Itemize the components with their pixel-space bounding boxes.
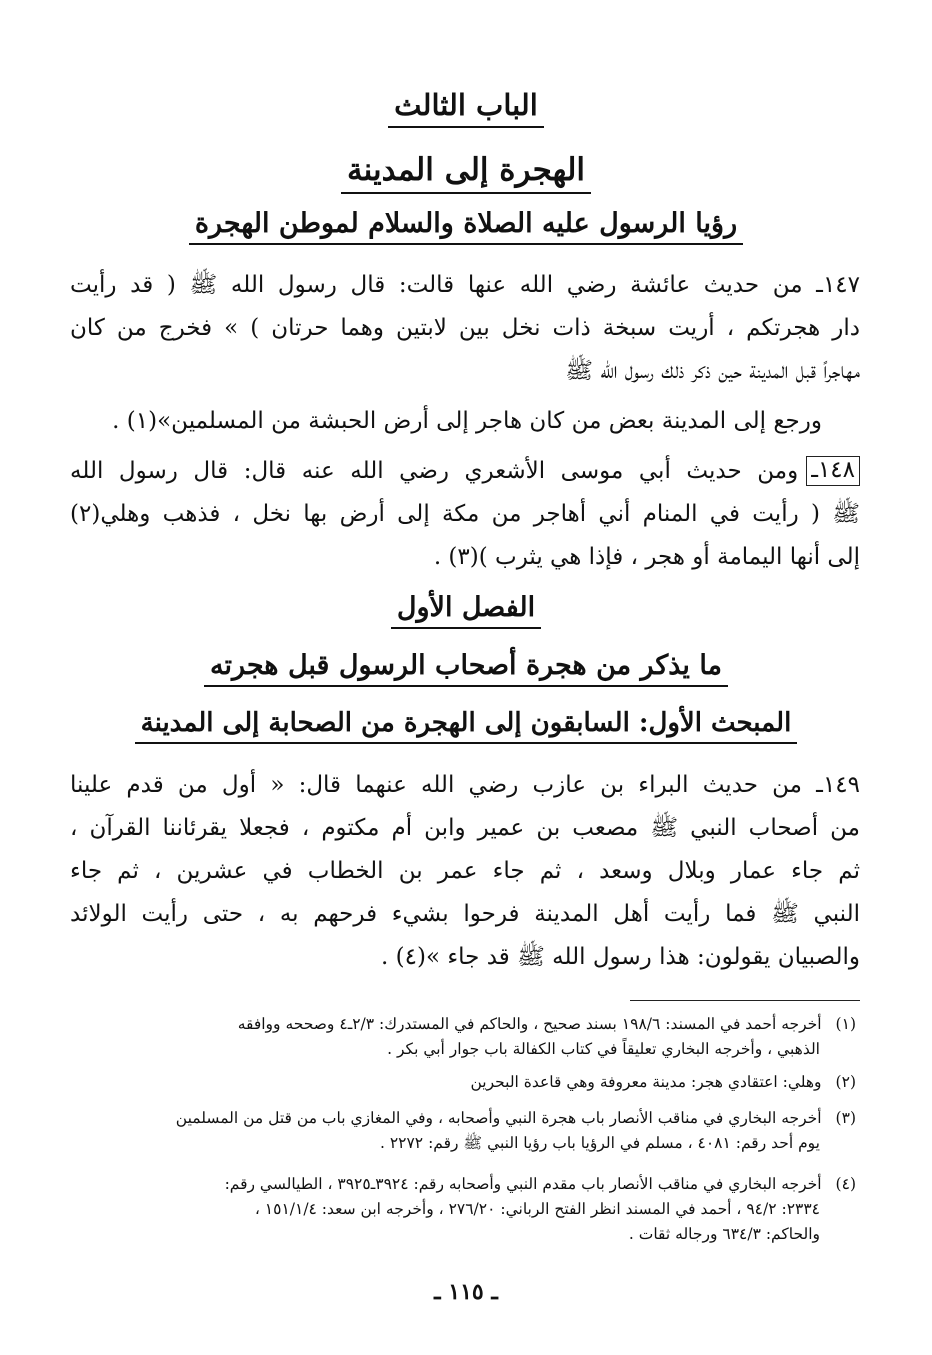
hadith-149-line-4: النبي ﷺ فما رأيت أهل المدينة فرحوا بشيء فرحهم به ، حتى رأيت الولائد: [70, 901, 860, 927]
hadith-148-line-2: ﷺ ( رأيت في المنام أني أهاجر من مكة إلى أرض بها نخل ، فذهب وهلي(٢): [70, 501, 860, 527]
chapter-title-text: الهجرة إلى المدينة: [341, 152, 591, 194]
section-title: [0, 650, 932, 687]
hadith-149-line-5: والصبيان يقولون: هذا رسول الله ﷺ قد جاء »(٤) .: [381, 944, 860, 970]
hadith-147-line-2: دار هجرتكم ، أريت سبخة ذات نخل بين لابتين وهما حرتان ) » فخرج من كان: [70, 315, 860, 341]
hadith-148-line-1: [70, 456, 860, 486]
footnote-4: [56, 1172, 856, 1247]
footnote-4-line-1: أخرجه البخاري في مناقب الأنصار باب مقدم النبي وأصحابه رقم: ٣٩٢٤ـ٣٩٢٥ ، الطيالسي رقم:: [224, 1175, 822, 1193]
chapter-heading: [0, 88, 932, 128]
footnote-divider: [630, 1000, 860, 1001]
section-heading: [0, 592, 932, 629]
hadith-147-line-1: ١٤٧ـ من حديث عائشة رضي الله عنها قالت: قال رسول الله ﷺ ( قد رأيت: [70, 272, 860, 298]
hadith-149-line-3: ثم جاء عمار وبلال وسعد ، ثم جاء عمر بن الخطاب في عشرين ، ثم جاء: [70, 858, 860, 884]
hadith-148-line-1-text: ومن حديث أبي موسى الأشعري رضي الله عنه قال: قال رسول الله: [70, 458, 799, 484]
chapter-subtitle-text: رؤيا الرسول عليه الصلاة والسلام لموطن الهجرة: [189, 208, 743, 245]
footnote-4-line-3: والحاكم: ٦٣٤/٣ ورجاله ثقات .: [628, 1225, 820, 1243]
section-title-text: ما يذكر من هجرة أصحاب الرسول قبل هجرته: [204, 650, 728, 687]
footnote-2-line-1: وهلي: اعتقادي هجر: مدينة معروفة وهي قاعدة البحرين: [470, 1073, 822, 1091]
chapter-heading-text: الباب الثالث: [388, 88, 544, 128]
footnote-3-line-1: أخرجه البخاري في مناقب الأنصار باب هجرة النبي وأصحابه ، وفي المغازي باب من قتل من المسلمين: [175, 1109, 822, 1127]
topic-heading: [0, 708, 932, 744]
footnote-2-number: (٢): [835, 1073, 856, 1091]
footnote-4-line-2: ٢٣٣٤: ٩٤/٢ ، أحمد في المسند انظر الفتح الرباني: ٢٧٦/٢٠ ، وأخرجه ابن سعد: ١٥١/١/٤ ،: [254, 1200, 820, 1218]
footnote-1-number: (١): [835, 1015, 856, 1033]
chapter-subtitle: [0, 208, 932, 245]
hadith-149-line-1: ١٤٩ـ من حديث البراء بن عازب رضي الله عنهما قال: « أول من قدم علينا: [70, 772, 860, 798]
hadith-148-line-3: إلى أنها اليمامة أو هجر ، فإذا هي يثرب )(٣) .: [433, 544, 860, 570]
section-heading-text: الفصل الأول: [391, 592, 541, 629]
footnote-3-number: (٣): [835, 1109, 856, 1127]
chapter-title: [0, 152, 932, 194]
hadith-147-line-3: مهاجراً قبل المدينة حين ذكر ذلك رسول الله ﷺ: [565, 358, 860, 384]
footnote-3: [56, 1106, 856, 1156]
page-number: ـ ١١٥ ـ: [434, 1279, 498, 1305]
hadith-149-line-2: من أصحاب النبي ﷺ مصعب بن عمير وابن أم مكتوم ، فجعلا يقرئاننا القرآن ،: [70, 815, 860, 841]
hadith-147-note: ورجع إلى المدينة بعض من كان هاجر إلى أرض الحبشة من المسلمين»(١) .: [112, 408, 822, 434]
footnote-1-line-1: أخرجه أحمد في المسند: ١٩٨/٦ بسند صحيح ، والحاكم في المستدرك: ٢/٣ـ٤ وصححه ووافقه: [237, 1015, 822, 1033]
hadith-148-number: ١٤٨ـ: [806, 456, 860, 486]
footnote-3-line-2: يوم أحد رقم: ٤٠٨١ ، مسلم في الرؤيا باب رؤيا النبي ﷺ رقم: ٢٢٧٢ .: [379, 1134, 820, 1152]
topic-heading-text: المبحث الأول: السابقون إلى الهجرة من الصحابة إلى المدينة: [135, 708, 798, 744]
footnote-2: [56, 1070, 856, 1095]
footnote-1: [56, 1012, 856, 1062]
footnote-4-number: (٤): [835, 1175, 856, 1193]
footnote-1-line-2: الذهبي ، وأخرجه البخاري تعليقاً في كتاب الكفالة باب جوار أبي بكر .: [387, 1040, 820, 1058]
